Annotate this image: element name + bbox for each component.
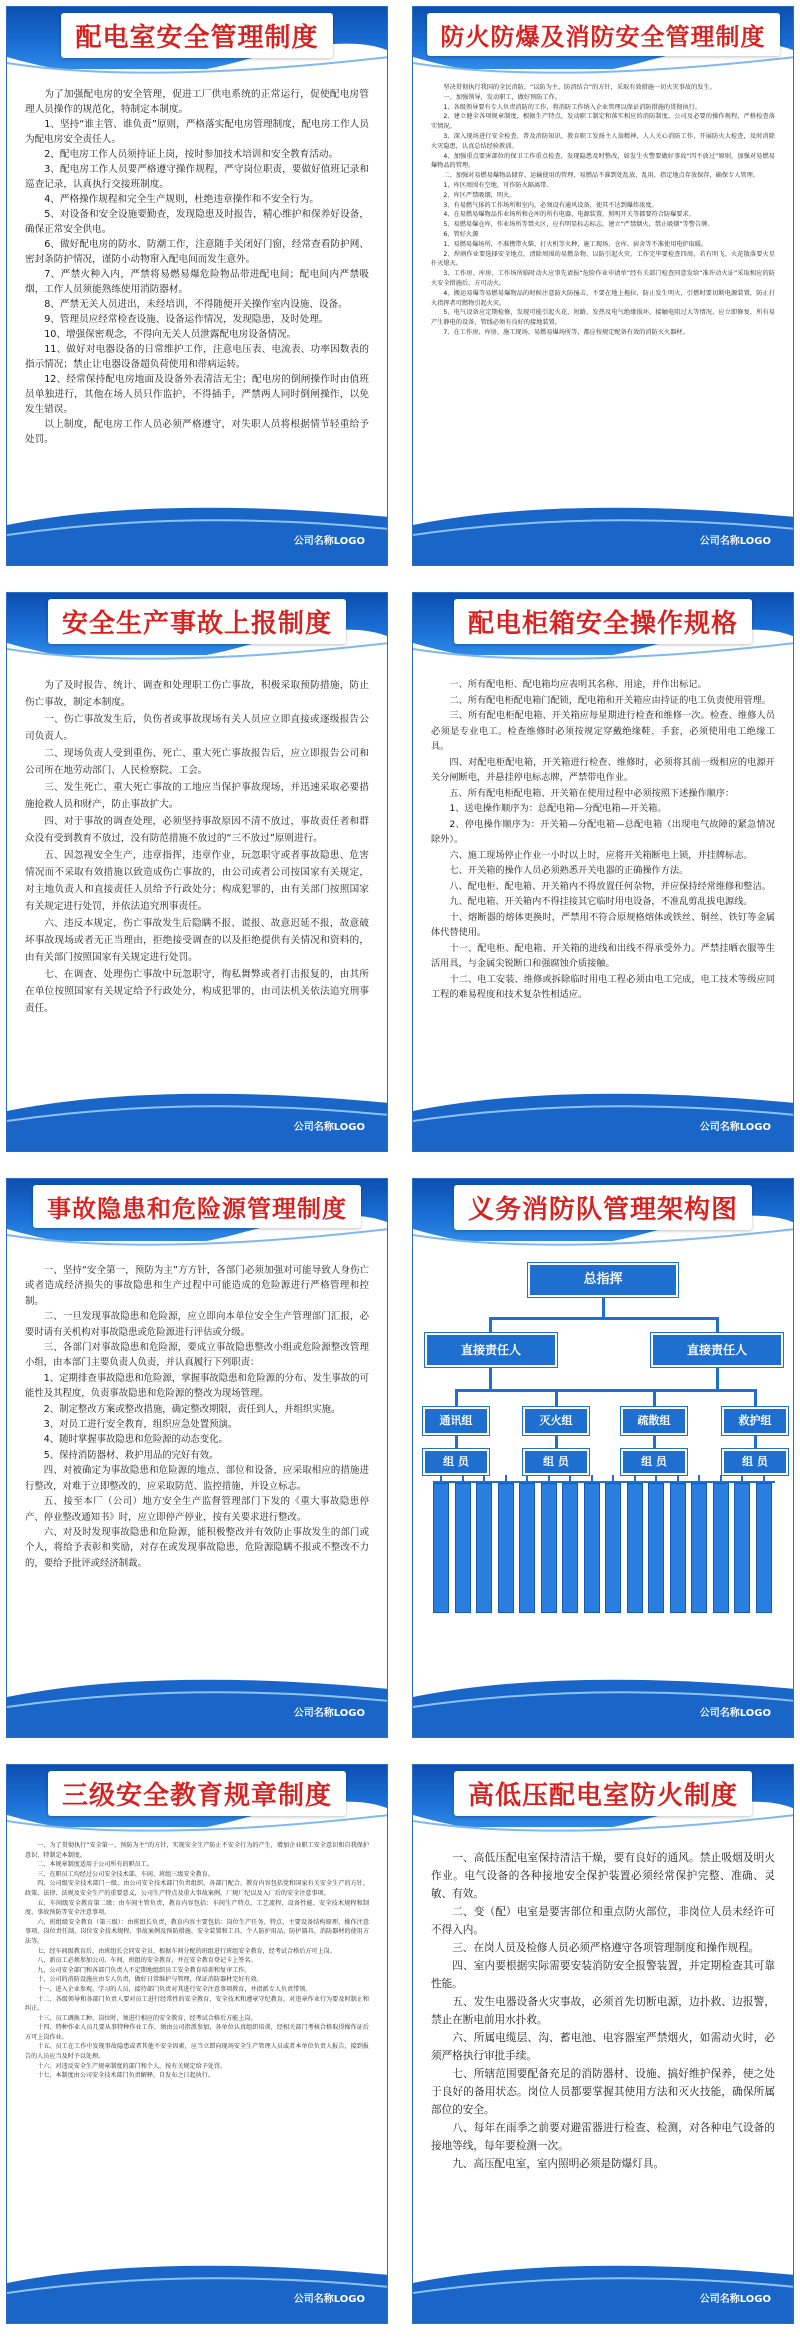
org-connector [505, 1475, 507, 1483]
footer-wave [413, 1081, 793, 1151]
footer-wave [7, 495, 387, 565]
member-name-slot [670, 1483, 686, 1613]
org-connector [462, 1475, 464, 1483]
org-connector [548, 1475, 550, 1483]
org-connector [489, 1367, 492, 1389]
org-connector [677, 1475, 679, 1483]
org-connector [591, 1475, 593, 1483]
org-connector [716, 1367, 719, 1389]
board-text: 一、高低压配电室保持清洁干燥，要有良好的通风。禁止吸烟及明火作业。电气设备的各种接地安全保护装置必须经常保护完整、准确、灵敏、有效。 二、变（配）电室是要害部位和重点防火部位，非岗位人员未经许可不得入内。 三、在岗人员及检修人员必须严格遵守各项管理制度和操作规程。 四、室内要根据实际需要安装消防安全报警装置，并定期检查其可靠性能。 五、发生电器设备火灾事故，必须首先切断电源，边扑救、边报警，禁止在断电前用水扑救。 六、所属电缆层、沟、蓄电池、电容器室严禁烟火，如需动火时，必须严格执行审批手续。 七、所辖范围要配备充足的消防器材、设施、搞好维护保养，使之处于良好的备用状态。岗位人员都要掌握其使用方法和灭火技能，确保所属部位的安全。 八、每年在雨季之前要对避雷器进行检查、检测，对各种电气设备的接地等线，每年要检测一次。 九、高压配电室，室内照明必须是防爆灯具。 [431, 1852, 775, 2170]
org-connector [653, 1389, 656, 1407]
org-connector [754, 1389, 757, 1407]
org-connector [763, 1475, 765, 1483]
board-text: 坚决贯彻执行我国的全民消防，“以防为主、防消结合”的方针，采取有效措施一切火灾事故的发生。 一、加强领导，发动职工，做好预防工作。 1、各级领导要有专人负责消防的工作，将消防工作纳入企业管理以保证消防措施的贯彻执行。 2、建立健全各项规章制度，根据生产特点，发动职工制定和落实相应的消防制度，公司及必要的操作规程，严格检查落实情况。 3、深入现场进行安全检查，普及消防知识，教育职工发扬主人翁精神，人人关心消防工作，开展防火大检查，及时消除火灾隐患，认真总结经验教训。 4、加强重点要害部位的保卫工作重点检查，发现隐患及时整改，如发生火警要做好事故“四不放过”原则，加强对易燃易爆物品的管理。 二、加强对易燃易爆物品储存、运输使用的管理，易燃品不准到处乱放、乱用，指定地点存放保存，确保专人管理。 1、库区周围有空地，可作防火隔离带。 2、库区严禁吸烟，明火。 3、有易燃气体的工作场所和室内，必须设有通风设备，使其不达到爆炸浓度。 4、在易燃易爆物品作业场所和仓库的所有电器、电源装置，照明开关等都要符合防爆要求。 5、易燃易爆仓库，作业场所等禁火区，应有明显标志标志，建立“严禁烟火，禁止吸烟”等警告牌。 6、管好火源 1、易燃易爆场所，不准携带火柴、打火机等火种，施工现场、仓库、宿舍等不准使用电炉取暖。 2、焊割作业要选择安全地点，清除周围的易燃杂物，以防引起火灾，工作完毕要检查四周，若有明飞、火花散落要火星扑灭熄灭。 3、工作房、库房、工作场所临时动火应事先请报“危险作业申请单”经有关部门检查同意发给“准许动火证”采取相应的防火安全措施后，方可动火。 4、搬运易爆等易燃易爆物品的时候注意防火防撞击，不要在地上拖拉，防止发生明火，引燃时要切断电源装置，防止打火指挥者可燃物引起火灾。 5、电气设备应定期检修，发现可能引起火花，短路、发热及电气绝缘损坏，接触电阻过大等情况，应立即修复，所有易产生静电的设备，管线必须有良好的接地装置。 7、在工作房、库房、施工现场、易燃易爆场所等，都应按规定配备有效的消防灭火器材。 [431, 84, 775, 336]
board-title: 防火防爆及消防安全管理制度 [413, 13, 793, 56]
org-connector [555, 1389, 558, 1407]
board-text: 一、所有配电柜、配电箱均应表明其名称、用途，并作出标记。 二、所有配电柜配电箱门配锁，配电箱和开关箱应由持证的电工负责使用管理。 三、所有配电柜配电箱、开关箱应每星期进行检查和维修一次。检查、维修人员必须是专业电工。检查维修时必须按规定穿戴绝缘鞋、手套，必须使用电工绝缘工具。 四、对配电柜配电箱，开关箱进行检查、维修时，必须将其前一级相应的电源开关分闸断电，并悬挂停电标志牌，严禁带电作业。 五、所有配电柜配电箱、开关箱在使用过程中必须按照下述操作顺序： 1、送电操作顺序为：总配电箱—分配电箱—开关箱。 2、停电操作顺序为：开关箱—分配电箱—总配电箱（出现电气故障的紧急情况除外）。 六、施工现场停止作业一小时以上时，应将开关箱断电上锁，并挂牌标志。 七、开关箱的操作人员必须熟悉开关电器的正确操作方法。 八、配电柜、配电箱、开关箱内不得放置任何杂物，并应保持经常维修和整洁。 九、配电箱、开关箱内不得挂接其它临时用电设备，不准乱剪乱拔电源线。 十、熔断器的熔体更换时，严禁用不符合原规格熔体或铁丝、铜丝、铁钉等金属体代替使用。 十一、配电柜、配电箱、开关箱的进线和出线不得承受外力。严禁挂晒衣服等生活用具，与金属尖锐断口和强腐蚀介质接触。 十二、电工安装、维修或拆除临时用电工程必须由电工完成，电工技术等级应同工程的难易程度和技术复杂性相适应。 [431, 679, 775, 1000]
board-title: 配电室安全管理制度 [7, 13, 387, 58]
member-name-slot [455, 1483, 471, 1613]
org-connector [555, 1435, 558, 1449]
member-name-slot [648, 1483, 664, 1613]
board-title: 义务消防队管理架构图 [413, 1185, 793, 1230]
board-power-room-safety [6, 6, 388, 566]
org-chief: 总指挥 [528, 1263, 678, 1297]
org-connector [612, 1475, 614, 1483]
org-group-communication: 通讯组 [423, 1407, 489, 1435]
org-group-evacuation: 疏散组 [621, 1407, 687, 1435]
member-name-slot [562, 1483, 578, 1613]
org-connector [653, 1435, 656, 1449]
board-hazard-management [6, 1178, 388, 1738]
company-logo-text: 公司名称LOGO [699, 1122, 771, 1133]
member-name-slot [605, 1483, 621, 1613]
org-connector [455, 1435, 458, 1449]
company-logo-text: 公司名称LOGO [699, 1708, 771, 1719]
org-connector [741, 1475, 743, 1483]
org-members-rescue: 组 员 [722, 1449, 788, 1475]
member-name-slot [734, 1483, 750, 1613]
member-name-slot [498, 1483, 514, 1613]
org-connector [489, 1317, 492, 1333]
org-connector [698, 1475, 700, 1483]
org-connector [526, 1475, 528, 1483]
company-logo-text: 公司名称LOGO [293, 2294, 365, 2305]
org-chart [413, 1249, 793, 1669]
board-text: 为了加强配电房的安全管理，促进工厂供电系统的正常运行，促使配电房管理人员操作的规范化，特制定本制度。 1、坚持“谁主管、谁负责”原则，严格落实配电房管理制度，配电房工作人员为配电房安全责任人。 2、配电房工作人员须持证上岗，按时参加技术培训和安全教育活动。 3、配电房工作人员要严格遵守操作规程，严守岗位职责，要做好值班记录和巡查记录，认真执行交接班制度。 4、严格操作规程和完全生产规则，杜绝违章操作和不安全行为。 5、对设备和安全设施要勤查，发现隐患及时报告，精心维护和保养好设备，确保正常安全供电。 6、做好配电房的防水、防潮工作，注意随手关闭好门窗，经常查看防护网、密封条防护情况，谨防小动物窜入配电间而发生意外。 7、严禁火种入内，严禁将易燃易爆危险物品带进配电间；配电间内严禁吸烟，工作人员须能熟练使用消防器材。 8、严禁无关人员进出，未经培训，不得随便开关操作室内设施、设备。 9、管理员应经常检查设施、设备运作情况，发现隐患，及时处理。 10、增强保密观念，不得向无关人员泄露配电房设备情况。 11、做好对电器设备的日常维护工作，注意电压表、电流表、功率因数表的指示情况；禁止让电器设备超负荷使用和带病运转。 12、经常保持配电房地面及设备外表清洁无尘；配电房的倒闸操作时由值班员单独进行，其他在场人员只作监护，不得插手，严禁两人同时倒闸操作，以免发生错误。 以上制度，配电房工作人员必须严格遵守，对失职人员将根据情节轻重给予处罚。 [25, 89, 369, 445]
board-accident-reporting [6, 592, 388, 1152]
org-connector [754, 1435, 757, 1449]
board-title: 事故隐患和危险源管理制度 [7, 1185, 387, 1228]
footer-wave [413, 2253, 793, 2323]
org-connector [634, 1475, 636, 1483]
org-connector [455, 1389, 757, 1392]
member-name-slot [627, 1483, 643, 1613]
board-title: 配电柜箱安全操作规格 [413, 599, 793, 644]
org-connector [569, 1475, 571, 1483]
org-connector [455, 1389, 458, 1407]
company-logo-text: 公司名称LOGO [293, 1122, 365, 1133]
org-group-firefighting: 灭火组 [523, 1407, 589, 1435]
member-name-slot [519, 1483, 535, 1613]
board-text: 一、坚持“安全第一，预防为主”方方针，各部门必须加强对可能导致人身伤亡或者造成经济损失的事故隐患和生产过程中可能造成的危险源进行严格管理和控制。 二、一旦发现事故隐患和危险源，应立即向本单位安全生产管理部门汇报，必要时请有关机构对事故隐患或危险源进行评估或分级。 三、各部门对事故隐患和危险源，要成立事故隐患整改小组或危险源整改管理小组，由本部门主要负责人负责，并认真履行下列职责： 1、定期排查事故隐患和危险源，掌握事故隐患和危险源的分布、发生事故的可能性及其程度，负责事故隐患和危险源的整改为现场管理。 2、制定整改方案或整改措施，确定整改期限，责任到人，并组织实施。 3、对员工进行安全教育，组织应急处置预演。 4、随时掌握事故隐患和危险源的动态变化。 5、保持消防器材、救护用品的完好有效。 四、对被确定为事故隐患和危险源的地点、部位和设备，应采取相应的措施进行整改，对难于立即整改的，应采取防范、监控措施，并设立标志。 五、接至本厂（公司）地方安全生产监督管理部门下发的《重大事故隐患停产、停业整改通知书》时，应立即停产停业，按有关要求进行整改。 六、对及时发现事故隐患和危险源，能积极整改并有效防止事故发生的部门或个人，将给予表彰和奖励，对存在或发现事故隐患，危险源隐瞒不报或不整改不力的，要给予批评或经济制裁。 [25, 1265, 369, 1569]
org-group-rescue: 救护组 [722, 1407, 788, 1435]
company-logo-text: 公司名称LOGO [293, 1708, 365, 1719]
member-name-slot [541, 1483, 557, 1613]
member-name-slot [756, 1483, 772, 1613]
company-logo-text: 公司名称LOGO [699, 2294, 771, 2305]
footer-wave [7, 1667, 387, 1737]
board-distribution-cabinet [412, 592, 794, 1152]
board-title: 高低压配电室防火制度 [413, 1771, 793, 1816]
board-three-level-education [6, 1764, 388, 2324]
org-members-communication: 组 员 [423, 1449, 489, 1475]
member-name-slot [691, 1483, 707, 1613]
org-members-evacuation: 组 员 [621, 1449, 687, 1475]
member-name-slot [476, 1483, 492, 1613]
org-members-firefighting: 组 员 [523, 1449, 589, 1475]
footer-wave [7, 1081, 387, 1151]
org-connector [720, 1475, 722, 1483]
board-title: 安全生产事故上报制度 [7, 599, 387, 644]
footer-wave [413, 495, 793, 565]
company-logo-text: 公司名称LOGO [699, 536, 771, 547]
member-name-slot [433, 1483, 449, 1613]
member-name-slot [713, 1483, 729, 1613]
board-hv-lv-fire-rules [412, 1764, 794, 2324]
org-connector [483, 1475, 485, 1483]
board-fire-prevention [412, 6, 794, 566]
org-connector [655, 1475, 657, 1483]
member-name-slot [584, 1483, 600, 1613]
org-leader-left: 直接责任人 [425, 1333, 557, 1367]
board-fire-brigade-org-chart [412, 1178, 794, 1738]
company-logo-text: 公司名称LOGO [293, 536, 365, 547]
footer-wave [7, 2253, 387, 2323]
org-connector [716, 1317, 719, 1333]
footer-wave [413, 1667, 793, 1737]
board-text: 一、为了贯彻执行“安全第一，预防为主”的方针，实现安全生产防止不安全行为的产生，增加企业职工安全意识和自我保护意识，特制定本制度。 二、本规章制度适用于公司所有的职员工。 三、在职员工均经过公司安全技术部、车间、班组三级安全教育。 四、公司级安全技术部门一级、由公司安全技术部门负责组织，各部门配合，教育内容包括党和国家有关安全生产的方针、政策、法律、法规及安全生产的重要意义，公司生产特点及重大事故案例，厂规厂纪以及入厂后的安全注意事项。 五、车间级安全教育第二级：由车间主管负责，教育内容包括：车间生产特点、工艺流程、设备性能、安全技术规程和制度、事故预防等安全注意事项。 六、班组级安全教育（第三级）：由班组长负责，教育内容主要包括：岗位生产任务、特点、主要设备结构原理、操作注意事项、岗位责任制、岗位安全技术规程、事故案例及预防措施、安全装置和工具、个人防护用品、防护器具、消防器材的使用方法等。 七、经车间级教育后，由班组长会同安全员，根据车间分配的班组进行班组安全教育，经考试合格后方可上岗。 八、新员工必须参加公司、车间、班组的安全教育，并在安全教育登记卡上签名。 九、公司安全部门和各部门负责人不定期地组织员工安全教育培训和复审工作。 十、公司的消防设施应由专人负责，做好日常维护与管理，保证消防器材完好有效。 十一、进入企业参观、学习的人员，接待部门负责对其进行安全注意事项教育，并指派专人负责带领。 十二、各级领导和各部门负责人要对员工进行经常性的安全教育，安全技术和遵章守纪教育，对违章作业行为要及时制止和纠正。 十三、员工调换工种、岗位时，须进行相应的安全教育，经考试合格后方能上岗。 十四、特种作业人员几要从事特种作业工作，须由公司指派参加，各单位认真组织培训，经相关部门考核合格取得操作证后方可上岗作业。 十五、员工在工作中发现事故隐患或者其他不安全因素，应当立即向现场安全生产管理人员或者本单位负责人报告，接到报告的人员应当及时予以处理。 十六、对违反安全生产规章制度的部门和个人，按有关规定给予处罚。 十七、本制度由公司安全技术部门负责解释，自发布之日起执行。 [25, 1842, 369, 2080]
org-connector [602, 1297, 605, 1319]
board-text: 为了及时报告、统计、调查和处理职工伤亡事故，积极采取预防措施，防止伤亡事故，制定本制度。 一、伤亡事故发生后，负伤者或事故现场有关人员应立即直接或逐级报告公司负责人。 二、现场负责人受到重伤、死亡、重大死亡事故报告后，应立即报告公司和公司所在地劳动部门、人民检察院、工会。 三、发生死亡、重大死亡事故的工地应当保护事故现场，并迅速采取必要措施抢救人员和财产，防止事故扩大。 四、对于事故的调查处理，必须坚持事故原因不清不放过，事故责任者和群众没有受到教育不放过，没有防范措施不放过的“三不放过”原则进行。 五、因忽视安全生产，违章指挥，违章作业，玩忽职守或者事故隐患、危害情况而不采取有效措施以致造成伤亡事故的，由公司或者公司按国家有关规定，对主地负责人和直接责任人员给予行政处分；构成犯罪的，由有关部门按照国家有关规定进行处罚，并依法追究刑事责任。 六、违反本规定，伤亡事故发生后隐瞒不报、谎报、故意迟延不报，故意破坏事故现场或者无正当理由，拒绝接受调查的以及拒绝提供有关情况和资料的，由有关部门按照国家有关规定进行处罚。 七、在调查、处理伤亡事故中玩忽职守，徇私舞弊或者打击报复的，由其所在单位按照国家有关规定给予行政处分，构成犯罪的，由司法机关依法追究刑事责任。 [25, 680, 369, 1014]
org-connector [440, 1475, 442, 1483]
org-leader-right: 直接责任人 [651, 1333, 783, 1367]
board-title: 三级安全教育规章制度 [7, 1771, 387, 1816]
org-connector [489, 1317, 719, 1320]
